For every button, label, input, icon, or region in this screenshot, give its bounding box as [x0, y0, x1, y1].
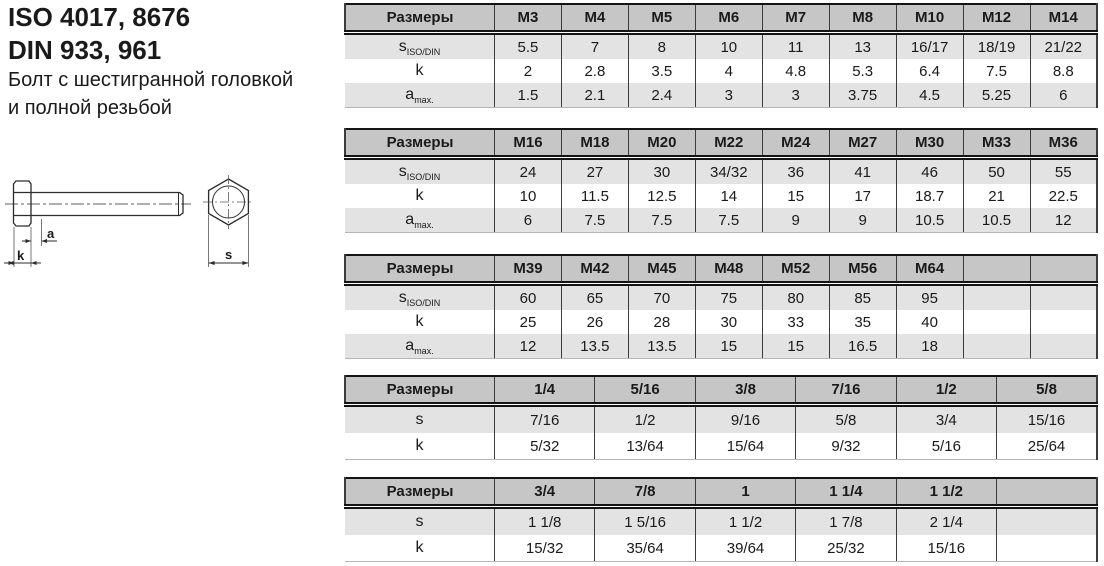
value-cell: 4.8 [762, 59, 829, 83]
value-cell: 30 [628, 158, 695, 185]
value-cell: 10.5 [963, 208, 1030, 233]
row-label-s: $s_{ISO/DIN}$ [345, 33, 495, 60]
column-header-7-8: 7/8 [595, 478, 695, 507]
value-cell: 12 [1030, 208, 1097, 233]
row-label-s: $s_{ISO/DIN}$ [345, 284, 495, 311]
value-cell: 3.75 [829, 83, 896, 108]
value-cell: 4 [695, 59, 762, 83]
value-cell: 2 [495, 59, 562, 83]
value-cell [963, 310, 1030, 334]
value-cell: 9 [762, 208, 829, 233]
column-header-M6: M6 [695, 4, 762, 33]
table-row-s [345, 405, 1097, 434]
dimension-a [22, 226, 57, 243]
column-header-M56: M56 [829, 255, 896, 284]
value-cell: 12 [495, 334, 562, 359]
value-cell: 2.1 [561, 83, 628, 108]
value-cell: 36 [762, 158, 829, 185]
value-cell: 5.5 [495, 33, 562, 60]
value-cell: 15 [762, 184, 829, 208]
value-cell: 39/64 [695, 535, 795, 562]
table-header-row [345, 129, 1097, 158]
value-cell: 7.5 [963, 59, 1030, 83]
product-name-line2: и полной резьбой [8, 97, 172, 119]
table-row-k [345, 535, 1097, 562]
value-cell: 22.5 [1030, 184, 1097, 208]
value-cell: 70 [628, 284, 695, 311]
column-header-1: 1 [695, 478, 795, 507]
table-row-k [345, 433, 1097, 460]
value-cell: 1 1/2 [695, 507, 795, 536]
value-cell: 7.5 [628, 208, 695, 233]
value-cell: 8.8 [1030, 59, 1097, 83]
column-header-M3: M3 [495, 4, 562, 33]
value-cell: 10.5 [896, 208, 963, 233]
value-cell: 15/64 [695, 433, 795, 460]
column-header-1-1-2: 1 1/2 [896, 478, 996, 507]
value-cell: 9 [829, 208, 896, 233]
dimension-k [4, 248, 41, 265]
row-label-k: k [345, 433, 495, 460]
dimension-table-inch-14-58 [344, 375, 1098, 460]
column-header-7-16: 7/16 [796, 376, 896, 405]
dimension-table-metric-m16-m36 [344, 128, 1098, 233]
table-row-k [345, 310, 1097, 334]
value-cell: 1 1/8 [495, 507, 595, 536]
column-header-5-8: 5/8 [997, 376, 1097, 405]
dim-label-k: k [17, 248, 25, 263]
row-label-subscript: max. [414, 95, 434, 106]
value-cell: 15/32 [495, 535, 595, 562]
dimension-table-metric-m3-m14 [344, 3, 1098, 108]
value-cell [1030, 334, 1097, 359]
column-header-M18: M18 [561, 129, 628, 158]
table-header-row [345, 255, 1097, 284]
table-row-a [345, 334, 1097, 359]
column-header-M52: M52 [762, 255, 829, 284]
column-header-M20: M20 [628, 129, 695, 158]
value-cell: 1.5 [495, 83, 562, 108]
column-header-M12: M12 [963, 4, 1030, 33]
value-cell: 35/64 [595, 535, 695, 562]
column-header-M5: M5 [628, 4, 695, 33]
column-header-M4: M4 [561, 4, 628, 33]
value-cell: 1 5/16 [595, 507, 695, 536]
value-cell [1030, 284, 1097, 311]
value-cell: 1/2 [595, 405, 695, 434]
value-cell [963, 334, 1030, 359]
value-cell: 5.3 [829, 59, 896, 83]
column-header-M16: M16 [495, 129, 562, 158]
row-label-s: s [345, 507, 495, 536]
column-header-M22: M22 [695, 129, 762, 158]
value-cell: 13.5 [628, 334, 695, 359]
standard-din: DIN 933, 961 [8, 35, 162, 65]
value-cell: 5/32 [495, 433, 595, 460]
column-header-1-2: 1/2 [896, 376, 996, 405]
value-cell: 65 [561, 284, 628, 311]
value-cell: 28 [628, 310, 695, 334]
dimension-table-metric-m39-m64 [344, 254, 1098, 359]
value-cell: 35 [829, 310, 896, 334]
value-cell: 15/16 [997, 405, 1097, 434]
value-cell: 34/32 [695, 158, 762, 185]
value-cell: 41 [829, 158, 896, 185]
value-cell: 3/4 [896, 405, 996, 434]
column-header-empty [997, 478, 1097, 507]
table-row-a [345, 83, 1097, 108]
row-label-subscript: ISO/DIN [406, 298, 441, 309]
value-cell: 2.8 [561, 59, 628, 83]
dim-label-s: s [225, 247, 233, 262]
value-cell: 12.5 [628, 184, 695, 208]
value-cell: 3 [762, 83, 829, 108]
value-cell: 2.4 [628, 83, 695, 108]
value-cell: 80 [762, 284, 829, 311]
column-header-M48: M48 [695, 255, 762, 284]
table-row-s [345, 33, 1097, 60]
value-cell: 18 [896, 334, 963, 359]
column-header-M33: M33 [963, 129, 1030, 158]
value-cell: 5/8 [796, 405, 896, 434]
value-cell: 7/16 [495, 405, 595, 434]
value-cell: 30 [695, 310, 762, 334]
dim-label-a: a [47, 226, 55, 241]
value-cell: 15 [695, 334, 762, 359]
row-label-a: $a_{max.}$ [345, 83, 495, 108]
row-label-s: s [345, 405, 495, 434]
standard-iso: ISO 4017, 8676 [8, 2, 191, 32]
header-label: Размеры [345, 376, 495, 405]
value-cell: 24 [495, 158, 562, 185]
value-cell: 5.25 [963, 83, 1030, 108]
value-cell: 10 [495, 184, 562, 208]
value-cell: 25 [495, 310, 562, 334]
value-cell: 6 [1030, 83, 1097, 108]
column-header-1-1-4: 1 1/4 [796, 478, 896, 507]
table-row-s [345, 284, 1097, 311]
column-header-empty [1030, 255, 1097, 284]
value-cell: 55 [1030, 158, 1097, 185]
column-header-3-4: 3/4 [495, 478, 595, 507]
column-header-M30: M30 [896, 129, 963, 158]
value-cell: 26 [561, 310, 628, 334]
column-header-M7: M7 [762, 4, 829, 33]
value-cell: 50 [963, 158, 1030, 185]
value-cell: 2 1/4 [896, 507, 996, 536]
value-cell [997, 507, 1097, 536]
table-row-s [345, 158, 1097, 185]
value-cell: 3 [695, 83, 762, 108]
value-cell: 11.5 [561, 184, 628, 208]
value-cell: 16.5 [829, 334, 896, 359]
header-label: Размеры [345, 129, 495, 158]
value-cell: 6 [495, 208, 562, 233]
value-cell: 15/16 [896, 535, 996, 562]
row-label-s: $s_{ISO/DIN}$ [345, 158, 495, 185]
dimension-s [209, 247, 249, 265]
value-cell: 95 [896, 284, 963, 311]
value-cell: 9/16 [695, 405, 795, 434]
table-row-a [345, 208, 1097, 233]
value-cell: 40 [896, 310, 963, 334]
table-row-s [345, 507, 1097, 536]
row-label-subscript: ISO/DIN [406, 47, 441, 58]
value-cell: 75 [695, 284, 762, 311]
table-row-k [345, 184, 1097, 208]
value-cell: 15 [762, 334, 829, 359]
bolt-technical-drawing [0, 163, 270, 308]
column-header-1-4: 1/4 [495, 376, 595, 405]
value-cell: 13 [829, 33, 896, 60]
row-label-subscript: ISO/DIN [406, 172, 441, 183]
value-cell: 33 [762, 310, 829, 334]
value-cell: 21 [963, 184, 1030, 208]
value-cell: 60 [495, 284, 562, 311]
column-header-3-8: 3/8 [695, 376, 795, 405]
value-cell: 85 [829, 284, 896, 311]
value-cell: 8 [628, 33, 695, 60]
value-cell: 10 [695, 33, 762, 60]
value-cell: 46 [896, 158, 963, 185]
column-header-M42: M42 [561, 255, 628, 284]
table-row-k [345, 59, 1097, 83]
table-header-row [345, 4, 1097, 33]
column-header-M45: M45 [628, 255, 695, 284]
value-cell: 13/64 [595, 433, 695, 460]
value-cell: 9/32 [796, 433, 896, 460]
value-cell: 3.5 [628, 59, 695, 83]
table-header-row [345, 478, 1097, 507]
value-cell: 17 [829, 184, 896, 208]
column-header-5-16: 5/16 [595, 376, 695, 405]
row-label-subscript: max. [414, 346, 434, 357]
header-label: Размеры [345, 478, 495, 507]
row-label-a: $a_{max.}$ [345, 334, 495, 359]
value-cell: 1 7/8 [796, 507, 896, 536]
value-cell: 16/17 [896, 33, 963, 60]
row-label-a: $a_{max.}$ [345, 208, 495, 233]
value-cell: 18/19 [963, 33, 1030, 60]
product-name-line1: Болт с шестигранной головкой [8, 69, 294, 91]
table-header-row [345, 376, 1097, 405]
row-label-k: k [345, 59, 495, 83]
row-label-k: k [345, 184, 495, 208]
column-header-M36: M36 [1030, 129, 1097, 158]
row-label-k: k [345, 310, 495, 334]
header-label: Размеры [345, 4, 495, 33]
value-cell: 25/32 [796, 535, 896, 562]
header-label: Размеры [345, 255, 495, 284]
value-cell: 27 [561, 158, 628, 185]
column-header-M39: M39 [495, 255, 562, 284]
value-cell: 5/16 [896, 433, 996, 460]
value-cell [997, 535, 1097, 562]
value-cell [1030, 310, 1097, 334]
dimension-table-inch-34-112 [344, 477, 1098, 562]
value-cell [963, 284, 1030, 311]
title-block [8, 4, 293, 126]
column-header-empty [963, 255, 1030, 284]
value-cell: 14 [695, 184, 762, 208]
value-cell: 7.5 [561, 208, 628, 233]
value-cell: 7.5 [695, 208, 762, 233]
column-header-M14: M14 [1030, 4, 1097, 33]
row-label-subscript: max. [414, 220, 434, 231]
column-header-M8: M8 [829, 4, 896, 33]
column-header-M27: M27 [829, 129, 896, 158]
value-cell: 11 [762, 33, 829, 60]
bolt-side-view [5, 181, 191, 226]
row-label-k: k [345, 535, 495, 562]
value-cell: 18.7 [896, 184, 963, 208]
column-header-M64: M64 [896, 255, 963, 284]
value-cell: 25/64 [997, 433, 1097, 460]
value-cell: 6.4 [896, 59, 963, 83]
column-header-M10: M10 [896, 4, 963, 33]
value-cell: 7 [561, 33, 628, 60]
value-cell: 4.5 [896, 83, 963, 108]
value-cell: 13.5 [561, 334, 628, 359]
value-cell: 21/22 [1030, 33, 1097, 60]
column-header-M24: M24 [762, 129, 829, 158]
